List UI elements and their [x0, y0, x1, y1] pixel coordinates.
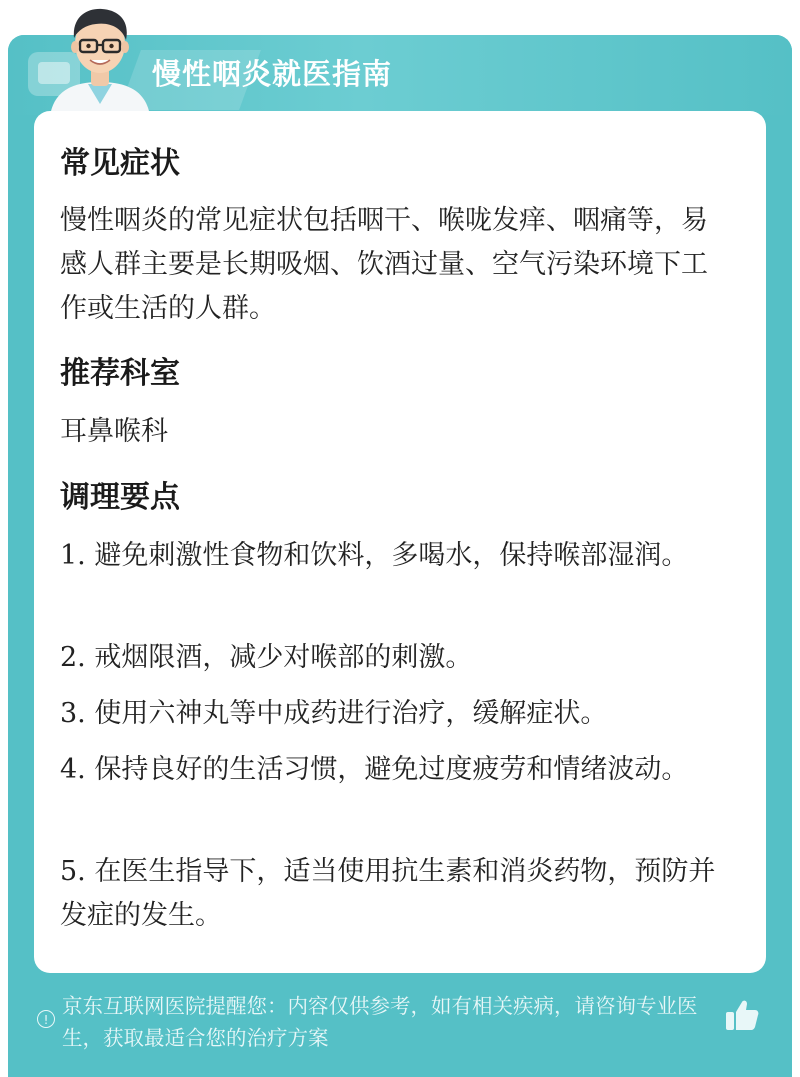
care-item-number: 1. — [60, 540, 86, 571]
care-item — [60, 692, 730, 736]
care-item-number: 2. — [60, 642, 86, 673]
info-icon: ! — [37, 1010, 55, 1028]
care-item — [60, 636, 730, 680]
care-heading: 调理要点 — [60, 480, 180, 515]
care-item-number: 5. — [60, 856, 86, 887]
care-item-text: 避免刺激性食物和饮料，多喝水，保持喉部湿润。 — [94, 540, 689, 571]
care-item-text: 使用六神丸等中成药进行治疗，缓解症状。 — [94, 698, 608, 729]
care-item-number: 4. — [60, 754, 86, 785]
department-heading: 推荐科室 — [60, 356, 180, 391]
care-item — [60, 850, 730, 938]
disclaimer-text: 京东互联网医院提醒您：内容仅供参考，如有相关疾病，请咨询专业医生，获取最适合您的治疗方案 — [62, 994, 698, 1050]
care-item-number: 3. — [60, 698, 86, 729]
doctor-avatar-icon — [44, 0, 156, 116]
care-item-text: 保持良好的生活习惯，避免过度疲劳和情绪波动。 — [94, 754, 689, 785]
care-item-text: 在医生指导下，适当使用抗生素和消炎药物，预防并发症的发生。 — [60, 856, 716, 931]
symptoms-heading: 常见症状 — [60, 146, 180, 181]
care-item — [60, 534, 730, 578]
thumbs-up-icon[interactable] — [724, 998, 760, 1032]
care-item-text: 戒烟限酒，减少对喉部的刺激。 — [94, 642, 473, 673]
page-title: 慢性咽炎就医指南 — [152, 57, 393, 91]
symptoms-text: 慢性咽炎的常见症状包括咽干、喉咙发痒、咽痛等，易感人群主要是长期吸烟、饮酒过量、空气污染环境下工作或生活的人群。 — [60, 205, 708, 324]
care-item — [60, 748, 730, 792]
department-text: 耳鼻喉科 — [60, 416, 168, 447]
